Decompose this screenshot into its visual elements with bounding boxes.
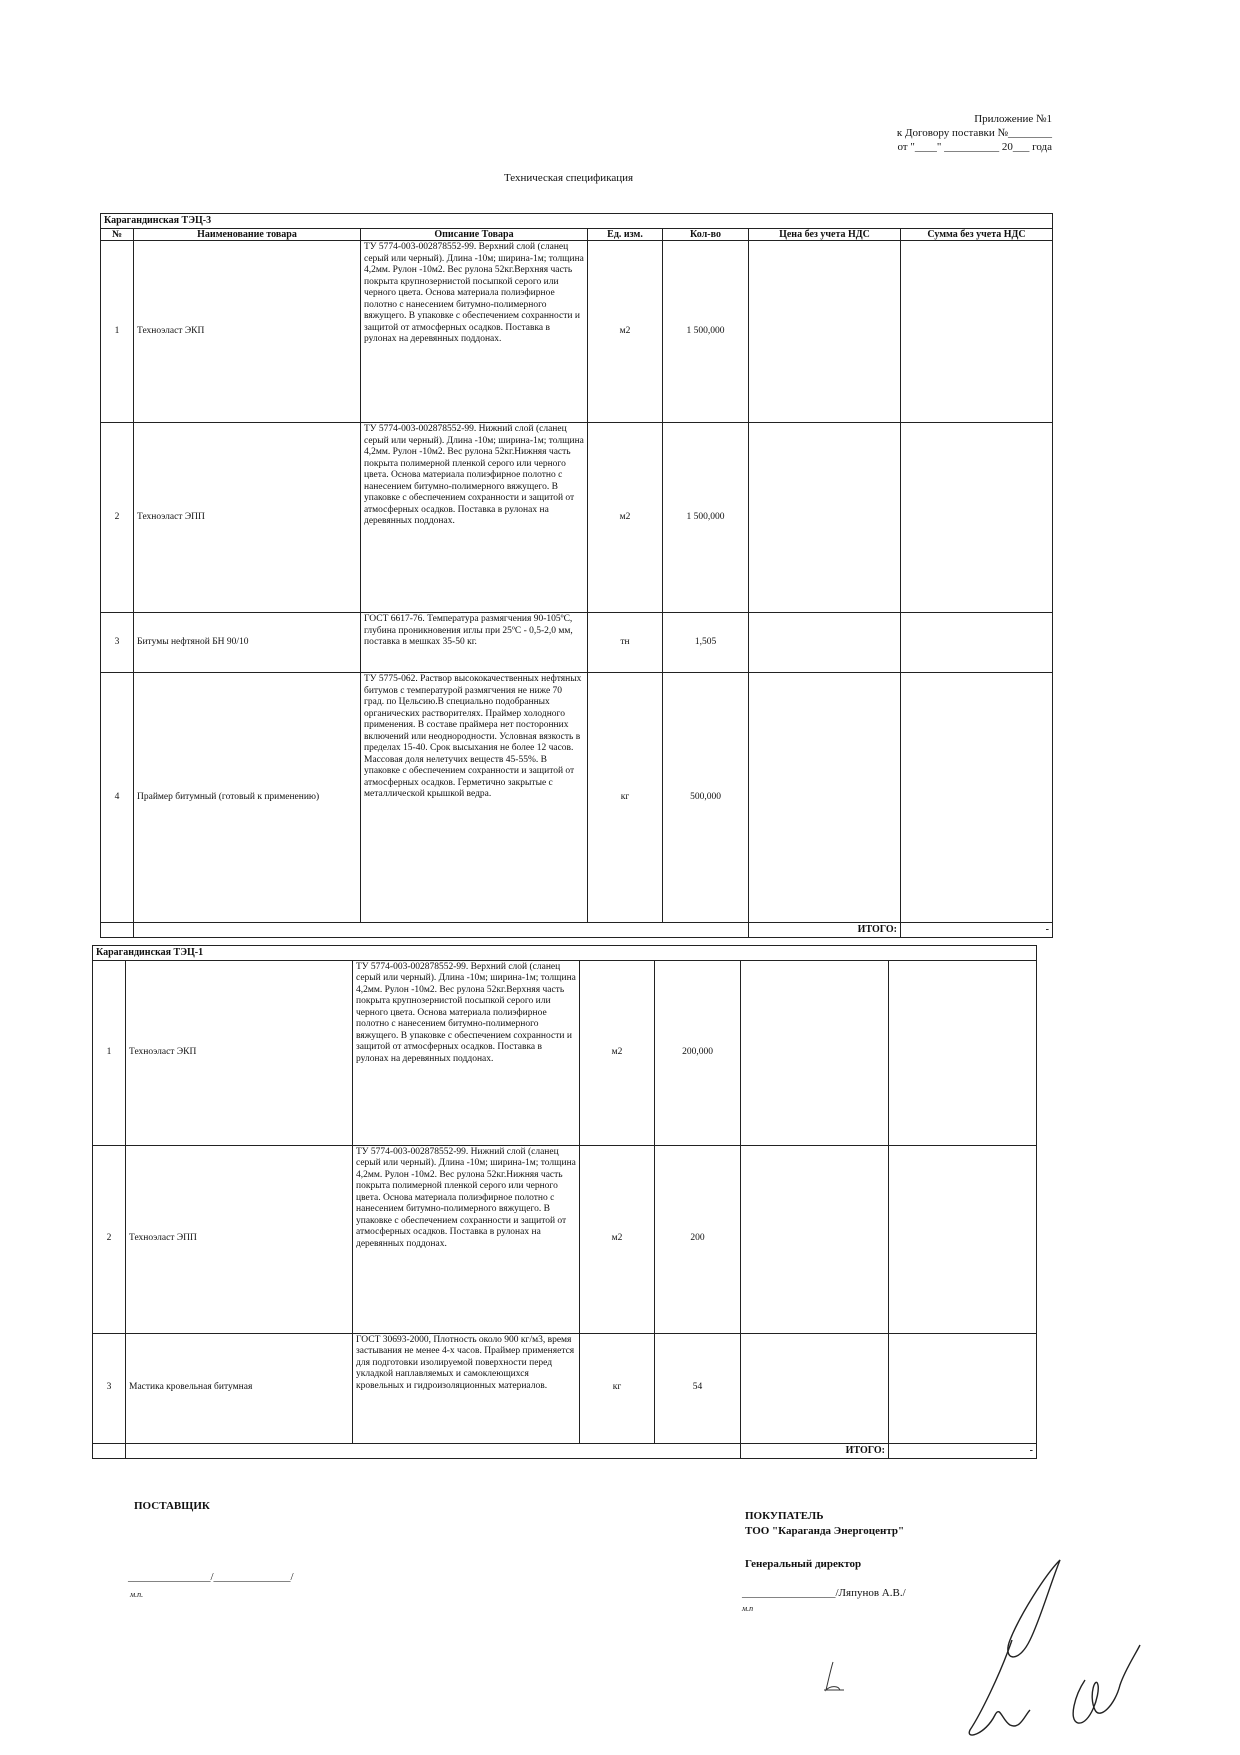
row-price (741, 960, 889, 1145)
row-unit: м2 (580, 960, 655, 1145)
row-price (749, 673, 901, 923)
table-row (93, 1333, 1037, 1443)
total-value: - (901, 923, 1053, 938)
row-desc: ТУ 5775-062. Раствор высококачественных нефтяных битумов с температурой размягчения не ниже 70 град. по Цельсию.В специально подобранных органических растворителях. Праймер холодного применения. В составе праймера нет посторонних включений или неоднородности. Условная вязкость в пределах 15-40. Срок высыхания не более 12 часов. Массовая доля нелетучих веществ 45-55%. В упаковке с обеспечением сохранности и защитой от атмосферных осадков. Герметично закрытые с металлической крышкой ведра. (361, 673, 588, 923)
col-header-sum: Сумма без учета НДС (901, 228, 1053, 241)
col-header-qty: Кол-во (663, 228, 749, 241)
row-name: Праймер битумный (готовый к применению) (134, 673, 361, 923)
row-sum (901, 613, 1053, 673)
table-row (93, 1145, 1037, 1333)
row-price (741, 1333, 889, 1443)
supplier-label: ПОСТАВЩИК (134, 1500, 210, 1512)
total-spacer (134, 923, 749, 938)
spec-table-section-1 (100, 213, 1053, 938)
table-row (93, 960, 1037, 1145)
total-row (101, 923, 1053, 938)
total-value: - (889, 1443, 1037, 1458)
row-price (741, 1145, 889, 1333)
row-sum (901, 423, 1053, 613)
spec-table-section-2 (92, 945, 1037, 1459)
row-name: Мастика кровельная битумная (126, 1333, 353, 1443)
row-price (749, 613, 901, 673)
total-label: ИТОГО: (749, 923, 901, 938)
row-sum (901, 241, 1053, 423)
total-spacer (101, 923, 134, 938)
table-row (101, 673, 1053, 923)
col-header-name: Наименование товара (134, 228, 361, 241)
row-unit: кг (580, 1333, 655, 1443)
buyer-mp: м.п (742, 1604, 754, 1613)
handwritten-signature (950, 1545, 1150, 1755)
row-num: 1 (93, 960, 126, 1145)
supplier-sign-line: _______________/______________/ (128, 1571, 294, 1583)
appendix-label: Приложение №1 (974, 113, 1052, 125)
row-desc: ГОСТ 6617-76. Температура размягчения 90-105ºС, глубина проникновения иглы при 25ºС - 0,5-2,0 мм, поставка в мешках 35-50 кг. (361, 613, 588, 673)
row-num: 3 (93, 1333, 126, 1443)
row-unit: м2 (588, 423, 663, 613)
total-row (93, 1443, 1037, 1458)
contract-label: к Договору поставки №________ (896, 127, 1052, 139)
row-unit: м2 (588, 241, 663, 423)
col-header-num: № (101, 228, 134, 241)
row-desc: ТУ 5774-003-002878552-99. Нижний слой (сланец серый или черный). Длина -10м; ширина-1м; толщина 4,2мм. Рулон -10м2. Вес рулона 52кг.Нижняя часть покрыта полимерной пленкой серого или черного цвета. Основа материала полиэфирное полотно с нанесением битумно-полимерного вяжущего. В упаковке с обеспечением сохранности и защитой от атмосферных осадков. Поставка в рулонах на деревянных поддонах. (361, 423, 588, 613)
table-row (101, 613, 1053, 673)
row-name: Техноэласт ЭПП (134, 423, 361, 613)
supplier-mp: м.п. (130, 1590, 144, 1599)
row-desc: ГОСТ 30693-2000, Плотность около 900 кг/м3, время застывания не менее 4-х часов. Праймер применяется для подготовки изолируемой поверхности перед укладкой наплавляемых и самоклеющихся кровельных и гидроизоляционных материалов. (353, 1333, 580, 1443)
header-block (897, 112, 1052, 154)
row-price (749, 423, 901, 613)
row-qty: 1,505 (663, 613, 749, 673)
row-price (749, 241, 901, 423)
document-title: Техническая спецификация (504, 172, 634, 184)
row-desc: ТУ 5774-003-002878552-99. Нижний слой (сланец серый или черный). Длина -10м; ширина-1м; толщина 4,2мм. Рулон -10м2. Вес рулона 52кг.Нижняя часть покрыта полимерной пленкой серого или черного цвета. Основа материала полиэфирное полотно с нанесением битумно-полимерного вяжущего. В упаковке с обеспечением сохранности и защитой от атмосферных осадков. Поставка в рулонах на деревянных поддонах. (353, 1145, 580, 1333)
row-sum (889, 1145, 1037, 1333)
col-header-unit: Ед. изм. (588, 228, 663, 241)
row-sum (889, 1333, 1037, 1443)
row-num: 2 (93, 1145, 126, 1333)
row-qty: 54 (655, 1333, 741, 1443)
row-qty: 200 (655, 1145, 741, 1333)
date-line: от "____" __________ 20___ года (897, 141, 1052, 153)
buyer-company: ТОО "Караганда Энергоцентр" (745, 1525, 905, 1537)
col-header-desc: Описание Товара (361, 228, 588, 241)
row-num: 3 (101, 613, 134, 673)
row-num: 1 (101, 241, 134, 423)
total-spacer (126, 1443, 741, 1458)
total-label: ИТОГО: (741, 1443, 889, 1458)
row-qty: 1 500,000 (663, 423, 749, 613)
row-unit: кг (588, 673, 663, 923)
row-unit: м2 (580, 1145, 655, 1333)
row-name: Техноэласт ЭПП (126, 1145, 353, 1333)
buyer-position: Генеральный директор (745, 1558, 862, 1570)
section-title: Карагандинская ТЭЦ-1 (93, 946, 1037, 961)
total-spacer (93, 1443, 126, 1458)
small-signature-mark (818, 1660, 848, 1700)
buyer-label: ПОКУПАТЕЛЬ (745, 1510, 824, 1522)
row-sum (901, 673, 1053, 923)
row-name: Техноэласт ЭКП (126, 960, 353, 1145)
buyer-sign-line: _________________/Ляпунов А.В./ (742, 1587, 906, 1599)
row-num: 4 (101, 673, 134, 923)
table-row (101, 423, 1053, 613)
row-name: Техноэласт ЭКП (134, 241, 361, 423)
table-row (101, 241, 1053, 423)
row-name: Битумы нефтяной БН 90/10 (134, 613, 361, 673)
row-qty: 1 500,000 (663, 241, 749, 423)
row-sum (889, 960, 1037, 1145)
section-title: Карагандинская ТЭЦ-3 (101, 214, 1053, 229)
row-num: 2 (101, 423, 134, 613)
col-header-price: Цена без учета НДС (749, 228, 901, 241)
row-qty: 500,000 (663, 673, 749, 923)
row-desc: ТУ 5774-003-002878552-99. Верхний слой (сланец серый или черный). Длина -10м; ширина-1м; толщина 4,2мм. Рулон -10м2. Вес рулона 52кг.Верхняя часть покрыта крупнозернистой посыпкой серого или черного цвета. Основа материала полиэфирное полотно с нанесением битумно-полимерного вяжущего. В упаковке с обеспечением сохранности и защитой от атмосферных осадков. Поставка в рулонах на деревянных поддонах. (353, 960, 580, 1145)
row-unit: тн (588, 613, 663, 673)
row-qty: 200,000 (655, 960, 741, 1145)
row-desc: ТУ 5774-003-002878552-99. Верхний слой (сланец серый или черный). Длина -10м; ширина-1м; толщина 4,2мм. Рулон -10м2. Вес рулона 52кг.Верхняя часть покрыта крупнозернистой посыпкой серого или черного цвета. Основа материала полиэфирное полотно с нанесением битумно-полимерного вяжущего. В упаковке с обеспечением сохранности и защитой от атмосферных осадков. Поставка в рулонах на деревянных поддонах. (361, 241, 588, 423)
